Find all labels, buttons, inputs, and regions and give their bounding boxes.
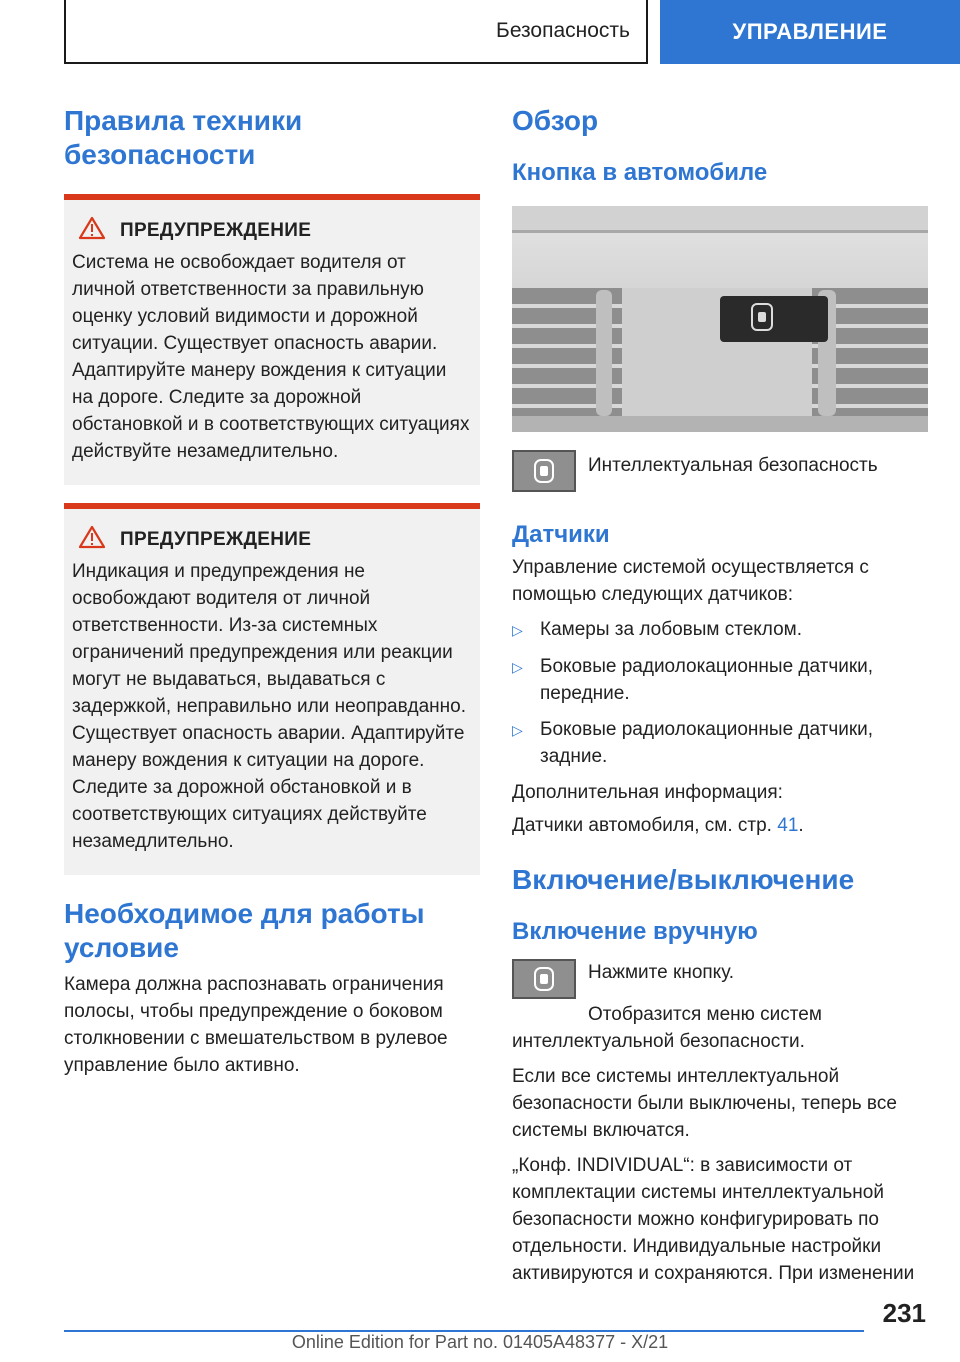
- triangle-bullet-icon: ▷: [512, 622, 523, 638]
- warning-box-2: [64, 503, 480, 875]
- warning-triangle-icon: [78, 525, 106, 554]
- sensors-reference: Датчики автомобиля, см. стр. 41.: [512, 815, 804, 836]
- button-caption: Интеллектуальная безопасность: [588, 455, 878, 476]
- triangle-bullet-icon: ▷: [512, 722, 523, 738]
- page-link[interactable]: 41: [777, 815, 799, 836]
- heading-manual-on: Включение вручную: [512, 918, 758, 945]
- intelligent-safety-button-icon[interactable]: [512, 959, 576, 999]
- dashboard-photo: [512, 206, 928, 432]
- intelligent-safety-button-icon[interactable]: [512, 450, 576, 492]
- left-column: [64, 96, 480, 1079]
- list-item: ▷ Боковые радиолокационные датчики, передние.: [512, 653, 928, 707]
- triangle-bullet-icon: ▷: [512, 659, 523, 675]
- sensors-list: [512, 616, 928, 770]
- heading-on-off: Включение/выключение: [512, 864, 855, 895]
- warning-text: Индикация и предупреждения не освобождают водителя от личной ответственности. Из-за системных ограничений предупреждения или реакции могут не выдаваться, выдаваться с задержкой, неправильно или неоправданно. Существует опасность аварии. Адаптируйте манеру вождения к ситуации на дороге. Следите за дорожной обстановкой и в соответствующих ситуациях действуйте незамедлительно.: [72, 561, 466, 852]
- all-off-text: Если все системы интеллектуальной безопасности были выключены, теперь все системы включатся.: [512, 1066, 897, 1141]
- more-info-label: Дополнительная информация:: [512, 782, 783, 803]
- press-button-text: Нажмите кнопку.: [588, 962, 735, 983]
- heading-overview: Обзор: [512, 105, 599, 136]
- heading-safety-rules: Правила техники безопасности: [64, 105, 303, 170]
- menu-shown-text: Отобразится меню систем интеллектуальной безопасности.: [512, 1004, 822, 1052]
- header-chapter-label: УПРАВЛЕНИЕ: [732, 19, 888, 44]
- sensors-intro: Управление системой осуществляется с помощью следующих датчиков:: [512, 557, 869, 605]
- heading-sensors: Датчики: [512, 521, 610, 548]
- condition-text: Камера должна распознавать ограничения полосы, чтобы предупреждение о боковом столкновении с вмешательством в рулевое управление было активно.: [64, 974, 448, 1076]
- header-section: [64, 0, 648, 64]
- warning-text: Система не освобождает водителя от личной ответственности за правильную оценку условий видимости и дорожной ситуации. Существует опасность аварии. Адаптируйте манеру вождения к ситуации на дороге. Следите за дорожной обстановкой и в соответствующих ситуациях действуйте незамедлительно.: [72, 252, 470, 462]
- footer-edition: Online Edition for Part no. 01405A48377 - X/21: [291, 1332, 669, 1352]
- button-caption-row: [512, 450, 928, 492]
- page-number: 231: [882, 1298, 926, 1328]
- warning-box-1: [64, 194, 480, 485]
- warning-title: ПРЕДУПРЕЖДЕНИЕ: [120, 528, 312, 550]
- list-item: ▷ Камеры за лобовым стеклом.: [512, 616, 928, 644]
- heading-required-condition: Необходимое для работы условие: [64, 898, 425, 963]
- heading-button-in-car: Кнопка в автомобиле: [512, 159, 768, 186]
- right-column: [512, 96, 928, 1287]
- header-section-label: Безопасность: [496, 19, 630, 42]
- list-item: ▷ Боковые радиолокационные датчики, задние.: [512, 716, 928, 770]
- press-button-row: [512, 959, 928, 999]
- header-chapter-tab[interactable]: [660, 0, 960, 64]
- warning-title: ПРЕДУПРЕЖДЕНИЕ: [120, 219, 312, 241]
- warning-triangle-icon: [78, 216, 106, 245]
- config-text: „Конф. INDIVIDUAL“: в зависимости от комплектации системы интеллектуальной безопасности можно конфигурировать по отдельности. Индивидуальные настройки активируются и сохраняются. При изменении: [512, 1155, 915, 1284]
